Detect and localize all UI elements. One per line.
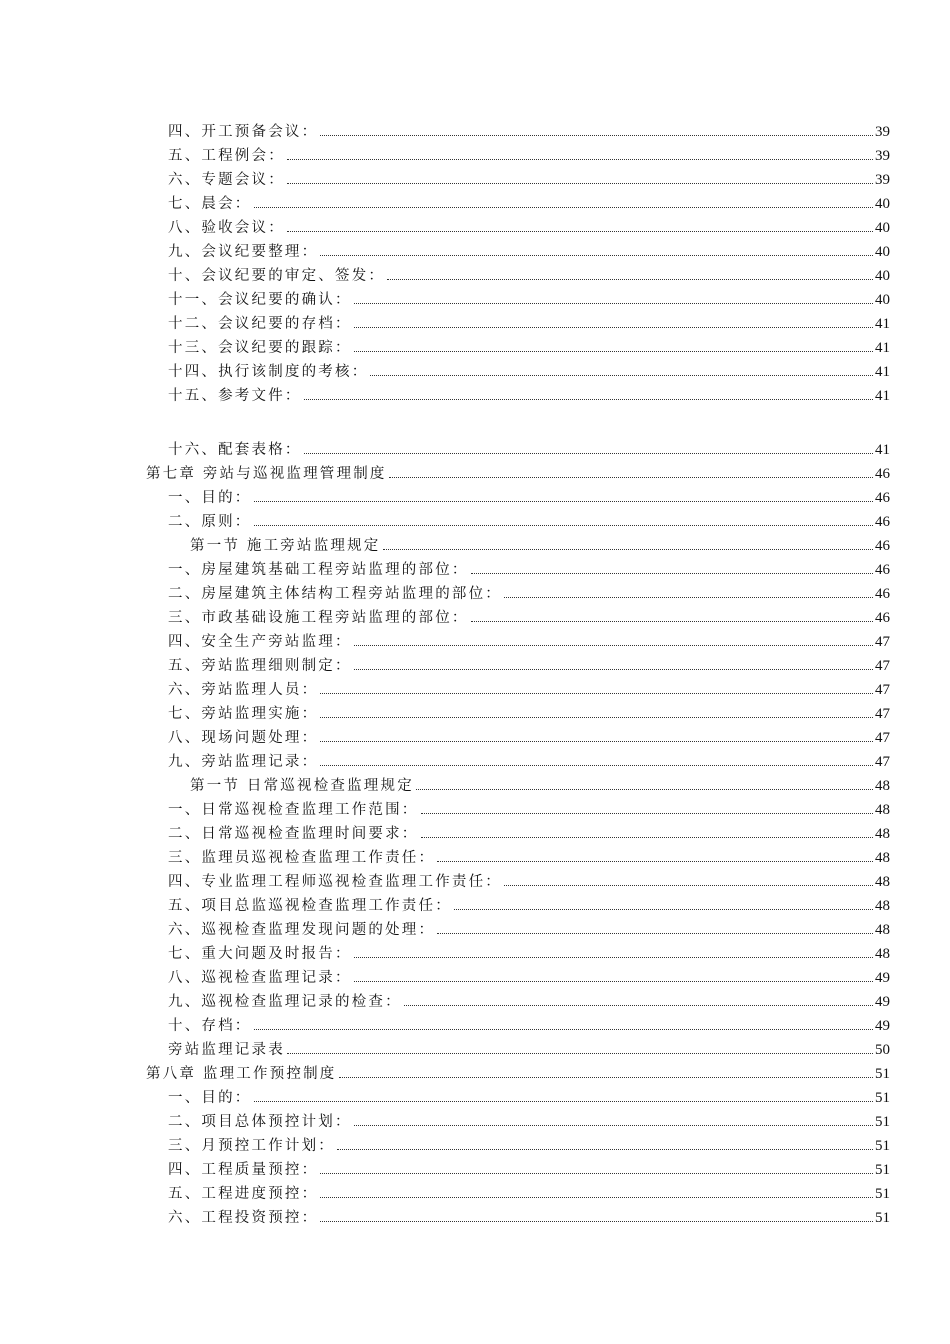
toc-entry[interactable] (0, 579, 950, 603)
dot-leader (354, 645, 873, 646)
toc-entry-page-number: 41 (875, 340, 890, 356)
toc-entry-title: 第七章 旁站与巡视监理管理制度 (146, 466, 387, 482)
toc-entry-title: 第一节 日常巡视检查监理规定 (190, 778, 414, 794)
dot-leader (421, 813, 874, 814)
toc-entry-page-number: 40 (875, 292, 890, 308)
toc-entry-title: 旁站监理记录表 (168, 1042, 285, 1058)
dot-leader (404, 1005, 873, 1006)
toc-entry-title: 五、旁站监理细则制定： (168, 658, 352, 674)
toc-entry-title: 二、房屋建筑主体结构工程旁站监理的部位： (168, 586, 502, 602)
toc-entry-page-number: 41 (875, 316, 890, 332)
toc-entry-title: 三、月预控工作计划： (168, 1138, 335, 1154)
toc-entry-page-number: 47 (875, 682, 890, 698)
dot-leader (354, 669, 873, 670)
toc-entry-page-number: 48 (875, 802, 890, 818)
dot-leader (471, 573, 873, 574)
toc-entry-title: 五、工程进度预控： (168, 1186, 319, 1202)
toc-entry-page-number: 39 (875, 148, 890, 164)
dot-leader (354, 351, 873, 352)
toc-entry-page-number: 46 (875, 538, 890, 554)
toc-entry-title: 八、验收会议： (168, 220, 285, 236)
toc-entry[interactable] (0, 1083, 950, 1107)
dot-leader (320, 765, 873, 766)
toc-entry[interactable] (0, 675, 950, 699)
toc-entry-title: 一、日常巡视检查监理工作范围： (168, 802, 419, 818)
toc-entry-page-number: 48 (875, 946, 890, 962)
toc-entry[interactable] (0, 1155, 950, 1179)
dot-leader (320, 741, 873, 742)
dot-leader (389, 477, 873, 478)
toc-entry[interactable] (0, 483, 950, 507)
toc-entry-page-number: 46 (875, 490, 890, 506)
dot-leader (337, 1149, 873, 1150)
toc-entry[interactable] (0, 1179, 950, 1203)
toc-entry-title: 四、开工预备会议： (168, 124, 319, 140)
toc-entry-title: 五、项目总监巡视检查监理工作责任： (168, 898, 452, 914)
dot-leader (320, 717, 873, 718)
toc-entry-title: 十五、参考文件： (168, 388, 302, 404)
toc-entry[interactable] (0, 531, 950, 555)
dot-leader (416, 789, 873, 790)
toc-entry-page-number: 47 (875, 634, 890, 650)
toc-entry-title: 四、工程质量预控： (168, 1162, 319, 1178)
toc-entry-page-number: 46 (875, 610, 890, 626)
toc-entry[interactable] (0, 309, 950, 333)
dot-leader (437, 861, 873, 862)
dot-leader (387, 279, 873, 280)
toc-entry[interactable] (0, 435, 950, 459)
toc-entry-page-number: 48 (875, 922, 890, 938)
dot-leader (320, 1173, 873, 1174)
dot-leader (320, 255, 873, 256)
toc-entry-title: 十六、配套表格： (168, 442, 302, 458)
toc-entry-page-number: 49 (875, 970, 890, 986)
toc-entry-page-number: 39 (875, 172, 890, 188)
toc-entry[interactable] (0, 699, 950, 723)
dot-leader (504, 597, 873, 598)
dot-leader (354, 981, 873, 982)
toc-entry-page-number: 40 (875, 268, 890, 284)
toc-entry-page-number: 47 (875, 706, 890, 722)
toc-entry-page-number: 41 (875, 364, 890, 380)
toc-entry[interactable] (0, 333, 950, 357)
toc-entry[interactable] (0, 1035, 950, 1059)
toc-entry-page-number: 51 (875, 1114, 890, 1130)
toc-entry-title: 九、会议纪要整理： (168, 244, 319, 260)
dot-leader (421, 837, 874, 838)
toc-entry-page-number: 51 (875, 1210, 890, 1226)
toc-entry-title: 二、日常巡视检查监理时间要求： (168, 826, 419, 842)
toc-entry-page-number: 46 (875, 514, 890, 530)
toc-entry-page-number: 40 (875, 196, 890, 212)
dot-leader (339, 1077, 873, 1078)
toc-entry[interactable] (0, 213, 950, 237)
toc-entry-page-number: 51 (875, 1066, 890, 1082)
toc-entry[interactable] (0, 867, 950, 891)
dot-leader (287, 183, 873, 184)
dot-leader (354, 327, 873, 328)
toc-entry-title: 六、专题会议： (168, 172, 285, 188)
dot-leader (254, 525, 874, 526)
dot-leader (287, 159, 873, 160)
toc-entry[interactable] (0, 285, 950, 309)
toc-entry-title: 六、旁站监理人员： (168, 682, 319, 698)
toc-entry-title: 三、监理员巡视检查监理工作责任： (168, 850, 436, 866)
toc-entry-title: 七、晨会： (168, 196, 252, 212)
toc-entry[interactable] (0, 1131, 950, 1155)
toc-entry-page-number: 49 (875, 994, 890, 1010)
toc-entry-page-number: 40 (875, 220, 890, 236)
toc-entry[interactable] (0, 963, 950, 987)
toc-entry[interactable] (0, 915, 950, 939)
toc-entry-title: 十、会议纪要的审定、签发： (168, 268, 386, 284)
dot-leader (370, 375, 873, 376)
toc-entry[interactable] (0, 189, 950, 213)
dot-leader (354, 303, 873, 304)
toc-entry-page-number: 51 (875, 1090, 890, 1106)
dot-leader (354, 1125, 873, 1126)
toc-entry[interactable] (0, 237, 950, 261)
toc-entry[interactable] (0, 987, 950, 1011)
toc-entry-title: 九、旁站监理记录： (168, 754, 319, 770)
toc-entry-page-number: 48 (875, 874, 890, 890)
toc-entry[interactable] (0, 795, 950, 819)
toc-entry-page-number: 47 (875, 754, 890, 770)
toc-entry[interactable] (0, 891, 950, 915)
dot-leader (254, 1029, 874, 1030)
toc-entry-page-number: 48 (875, 850, 890, 866)
toc-entry-title: 三、市政基础设施工程旁站监理的部位： (168, 610, 469, 626)
toc-entry-title: 七、旁站监理实施： (168, 706, 319, 722)
toc-entry-title: 六、工程投资预控： (168, 1210, 319, 1226)
toc-entry-title: 五、工程例会： (168, 148, 285, 164)
toc-entry-page-number: 46 (875, 466, 890, 482)
toc-entry[interactable] (0, 1203, 950, 1227)
dot-leader (254, 207, 874, 208)
toc-entry-page-number: 48 (875, 778, 890, 794)
toc-entry-title: 一、目的： (168, 490, 252, 506)
dot-leader (320, 1221, 873, 1222)
toc-entry-title: 一、房屋建筑基础工程旁站监理的部位： (168, 562, 469, 578)
toc-entry-title: 九、巡视检查监理记录的检查： (168, 994, 402, 1010)
dot-leader (471, 621, 873, 622)
toc-entry[interactable] (0, 507, 950, 531)
toc-entry[interactable] (0, 747, 950, 771)
toc-entry-page-number: 49 (875, 1018, 890, 1034)
dot-leader (287, 1053, 873, 1054)
toc-entry-page-number: 51 (875, 1138, 890, 1154)
toc-entry[interactable] (0, 555, 950, 579)
toc-entry-page-number: 51 (875, 1162, 890, 1178)
dot-leader (454, 909, 873, 910)
toc-entry[interactable] (0, 651, 950, 675)
dot-leader (254, 501, 874, 502)
toc-entry-title: 十四、执行该制度的考核： (168, 364, 369, 380)
toc-entry-page-number: 40 (875, 244, 890, 260)
toc-entry-title: 二、原则： (168, 514, 252, 530)
toc-entry-page-number: 50 (875, 1042, 890, 1058)
dot-leader (383, 549, 873, 550)
toc-entry-page-number: 47 (875, 658, 890, 674)
toc-entry-page-number: 41 (875, 442, 890, 458)
toc-entry-title: 七、重大问题及时报告： (168, 946, 352, 962)
toc-entry-title: 八、现场问题处理： (168, 730, 319, 746)
toc-entry-title: 六、巡视检查监理发现问题的处理： (168, 922, 436, 938)
toc-entry-title: 四、安全生产旁站监理： (168, 634, 352, 650)
toc-entry-page-number: 47 (875, 730, 890, 746)
dot-leader (320, 693, 873, 694)
toc-entry[interactable] (0, 381, 950, 405)
dot-leader (320, 135, 873, 136)
toc-entry[interactable] (0, 459, 950, 483)
toc-entry-page-number: 48 (875, 898, 890, 914)
toc-entry[interactable] (0, 1011, 950, 1035)
toc-entry[interactable] (0, 819, 950, 843)
toc-entry-title: 十一、会议纪要的确认： (168, 292, 352, 308)
toc-entry-title: 二、项目总体预控计划： (168, 1114, 352, 1130)
toc-entry-title: 第一节 施工旁站监理规定 (190, 538, 381, 554)
dot-leader (287, 231, 873, 232)
toc-entry-title: 第八章 监理工作预控制度 (146, 1066, 337, 1082)
dot-leader (504, 885, 873, 886)
toc-entry[interactable] (0, 117, 950, 141)
toc-entry[interactable] (0, 723, 950, 747)
toc-entry[interactable] (0, 627, 950, 651)
toc-entry-title: 十三、会议纪要的跟踪： (168, 340, 352, 356)
dot-leader (254, 1101, 874, 1102)
toc-entry-title: 八、巡视检查监理记录： (168, 970, 352, 986)
toc-entry[interactable] (0, 939, 950, 963)
dot-leader (437, 933, 873, 934)
dot-leader (320, 1197, 873, 1198)
toc-entry[interactable] (0, 771, 950, 795)
toc-entry[interactable] (0, 165, 950, 189)
dot-leader (354, 957, 873, 958)
toc-entry-page-number: 48 (875, 826, 890, 842)
toc-entry-title: 十二、会议纪要的存档： (168, 316, 352, 332)
toc-entry[interactable] (0, 357, 950, 381)
toc-entry-page-number: 46 (875, 562, 890, 578)
toc-entry-page-number: 51 (875, 1186, 890, 1202)
toc-entry-page-number: 41 (875, 388, 890, 404)
toc-entry-title: 十、存档： (168, 1018, 252, 1034)
toc-entry[interactable] (0, 261, 950, 285)
toc-entry-title: 一、目的： (168, 1090, 252, 1106)
dot-leader (304, 399, 873, 400)
toc-entry[interactable] (0, 1107, 950, 1131)
toc-entry-page-number: 39 (875, 124, 890, 140)
toc-entry[interactable] (0, 1059, 950, 1083)
toc-entry[interactable] (0, 141, 950, 165)
toc-entry[interactable] (0, 843, 950, 867)
toc-entry-title: 四、专业监理工程师巡视检查监理工作责任： (168, 874, 502, 890)
toc-entry-page-number: 46 (875, 586, 890, 602)
toc-entry[interactable] (0, 603, 950, 627)
dot-leader (304, 453, 873, 454)
